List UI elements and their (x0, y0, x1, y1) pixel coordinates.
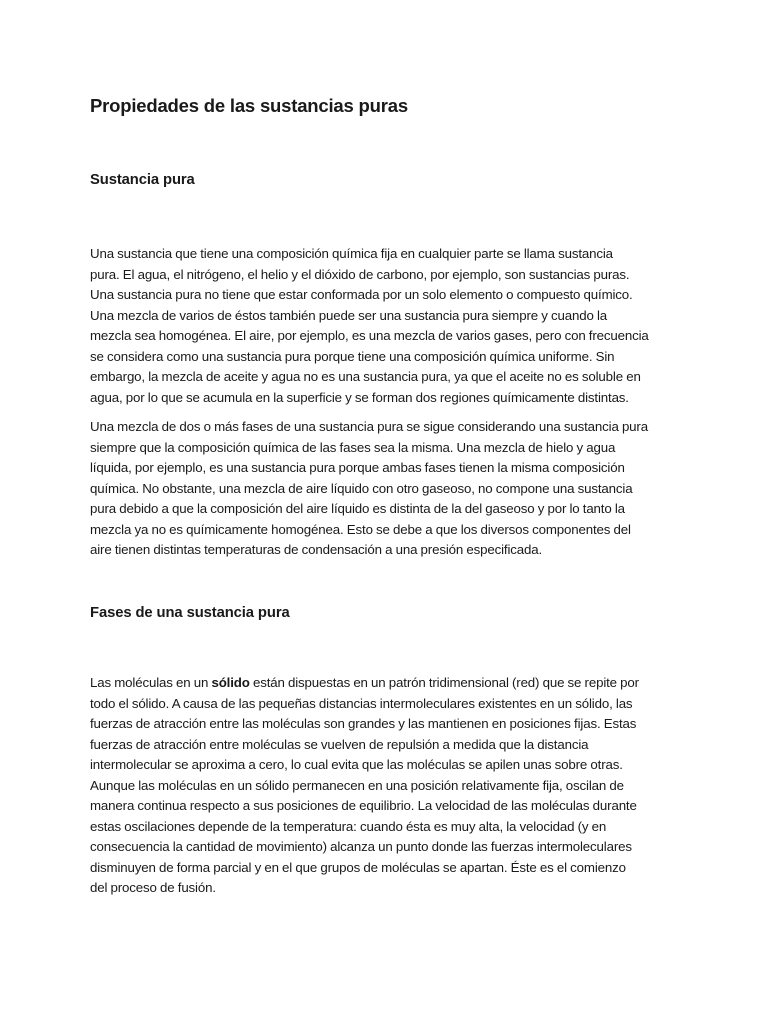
paragraph (90, 673, 682, 899)
section-heading-fases: Fases de una sustancia pura (90, 605, 290, 621)
section-heading-sustancia-pura: Sustancia pura (90, 172, 195, 188)
text-line: fuerzas de atracción entre las moléculas son grandes y las mantienen en posiciones fijas. Estas (90, 716, 637, 731)
text-line: se considera como una sustancia pura porque tiene una composición química uniforme. Sin (90, 348, 615, 364)
text-line: Una mezcla de varios de éstos también puede ser una sustancia pura siempre y cuando la (90, 307, 607, 323)
paragraph (90, 244, 682, 408)
text-line: disminuyen de forma parcial y en el que grupos de moléculas se apartan. Éste es el comienzo (90, 859, 626, 875)
text-line: líquida, por ejemplo, es una sustancia pura porque ambas fases tienen la misma composición (90, 460, 625, 475)
text-run: Las moléculas en un (90, 675, 212, 690)
text-line: pura. El agua, el nitrógeno, el helio y el dióxido de carbono, por ejemplo, son sustancias puras. (90, 266, 630, 282)
text-line: Una mezcla de dos o más fases de una sustancia pura se sigue considerando una sustancia pura (90, 419, 648, 434)
document-title: Propiedades de las sustancias puras (90, 95, 408, 116)
text-line: mezcla sea homogénea. El aire, por ejemplo, es una mezcla de varios gases, pero con frecuencia (90, 328, 649, 343)
text-line: Una sustancia pura no tiene que estar conformada por un solo elemento o compuesto químico. (90, 287, 633, 302)
text-line: manera continua respecto a sus posiciones de equilibrio. La velocidad de las moléculas durante (90, 798, 637, 813)
text-line: Aunque las moléculas en un sólido permanecen en una posición relativamente fija, oscilan de (90, 777, 624, 793)
text-line: aire tienen distintas temperaturas de condensación a una presión especificada. (90, 542, 543, 557)
text-line: siempre que la composición química de las fases sea la misma. Una mezcla de hielo y agua (90, 439, 616, 455)
text-line (90, 673, 682, 694)
text-line: química. No obstante, una mezcla de aire líquido con otro gaseoso, no compone una sustancia (90, 480, 633, 496)
paragraph (90, 417, 682, 561)
text-line: mezcla ya no es químicamente homogénea. Esto se debe a que los diversos componentes del (90, 521, 631, 537)
text-line: embargo, la mezcla de aceite y agua no es una sustancia pura, ya que el aceite no es soluble en (90, 369, 641, 384)
text-line: agua, por lo que se acumula en la superficie y se forman dos regiones químicamente distintas. (90, 389, 629, 405)
text-line: intermolecular se aproxima a cero, lo cual evita que las moléculas se apilen unas sobre otras. (90, 757, 623, 772)
text-line: consecuencia la cantidad de movimiento) alcanza un punto donde las fuerzas intermoleculares (90, 839, 632, 854)
text-line: del proceso de fusión. (90, 880, 216, 895)
text-line: Una sustancia que tiene una composición química fija en cualquier parte se llama sustancia (90, 246, 613, 261)
text-line: fuerzas de atracción entre moléculas se vuelven de repulsión a medida que la distancia (90, 736, 589, 752)
text-line: pura debido a que la composición del aire líquido es distinta de la del gaseoso y por lo tanto la (90, 501, 625, 516)
text-line: todo el sólido. A causa de las pequeñas distancias intermoleculares existentes en un sólido, las (90, 695, 633, 711)
bold-term-solido: sólido (211, 675, 250, 690)
text-line: estas oscilaciones depende de la temperatura: cuando ésta es muy alta, la velocidad (y en (90, 818, 607, 834)
text-run: están dispuestas en un patrón tridimensional (red) que se repite por (249, 675, 639, 690)
